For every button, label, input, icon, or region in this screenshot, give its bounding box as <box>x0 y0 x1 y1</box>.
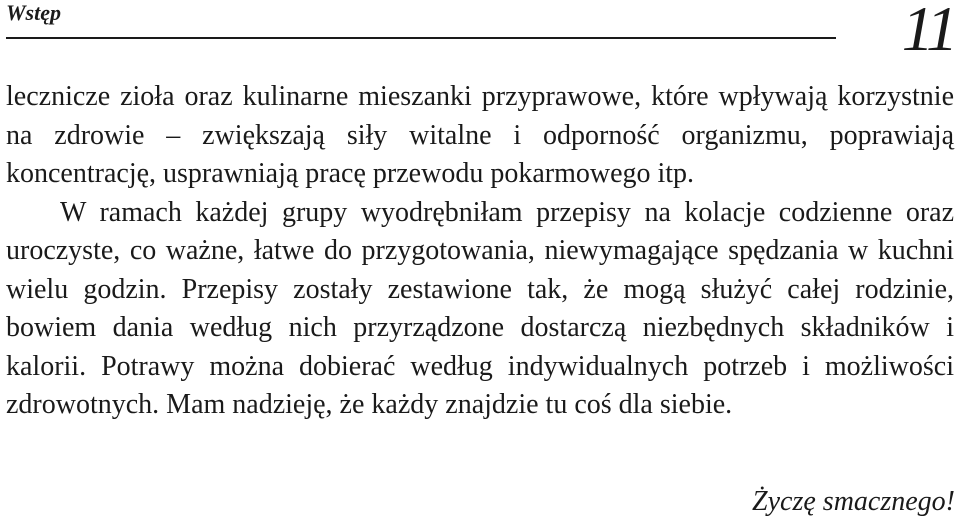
closing-wish: Życzę smacznego! <box>752 486 955 517</box>
page-number: 11 <box>901 0 955 64</box>
paragraph-continuation: lecznicze zioła oraz kulinarne mieszanki przyprawowe, które wpływają korzystnie na zdrowie – zwiększają siły witalne i odporność organizmu, poprawiają koncentrację, usprawniają pracę przewodu pokarmowego itp. <box>6 81 954 189</box>
running-head: Wstęp <box>6 0 61 25</box>
paragraph-recipes-intro: W ramach każdej grupy wyodrębniłam przepisy na kolacje codzienne oraz uroczyste, co ważne, łatwe do przygotowania, niewymagające spędzania w kuchni wielu godzin. Przepisy zostały zestawione tak, że mogą służyć całej rodzinie, bowiem dania według nich przyrządzone dostarczą niezbędnych składników i kalorii. Potrawy można dobierać według indywidualnych potrzeb i możliwości zdrowotnych. Mam nadzieję, że każdy znajdzie tu coś dla siebie. <box>6 196 954 420</box>
body-text <box>6 78 954 425</box>
header-rule <box>6 37 836 39</box>
